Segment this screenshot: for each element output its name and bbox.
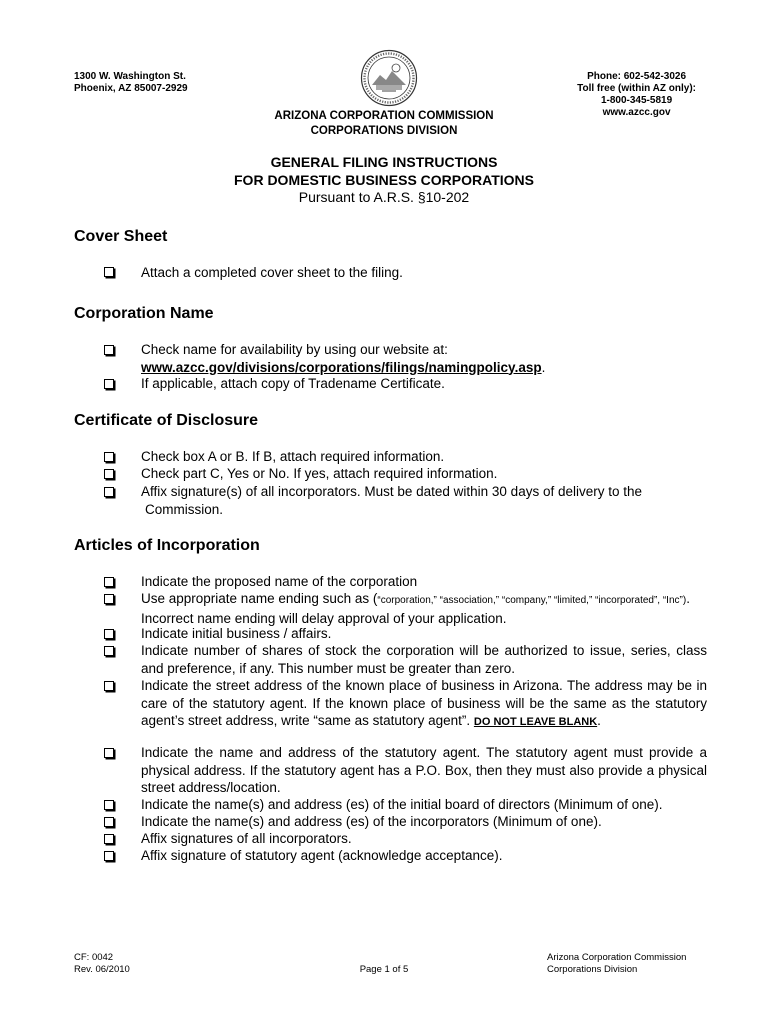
page-number: Page 1 of 5 <box>359 964 409 975</box>
footer-agency <box>547 952 686 976</box>
cover-item: Attach a completed cover sheet to the filing. <box>141 265 403 280</box>
state-seal-icon <box>360 49 418 107</box>
disclosure-item-cont: Commission. <box>145 502 224 517</box>
section-heading-cover-sheet: Cover Sheet <box>74 228 168 245</box>
disclosure-item: Check part C, Yes or No. If yes, attach required information. <box>141 466 498 481</box>
address-instruction: Indicate the street address of the known place of business in Arizona. The address may be in care of the statutory agent. If the known place of business will be the same as the statutory agent’s street address, write “same as statutory agent”. <box>141 678 707 728</box>
footer-agency-name: Arizona Corporation Commission <box>547 952 687 963</box>
articles-item-statutory-agent: Indicate the name and address of the statutory agent. The statutory agent must provide a physical address. If the statutory agent has a P.O. Box, then they must also provide a physical street address/location. <box>141 745 707 795</box>
articles-item-directors: Indicate the name(s) and address (es) of the initial board of directors (Minimum of one). <box>141 797 663 812</box>
name-item-tradename: If applicable, attach copy of Tradename Certificate. <box>141 376 445 391</box>
checkbox-icon <box>104 484 114 501</box>
pursuant-statute: Pursuant to A.R.S. §10-202 <box>298 189 470 205</box>
checkbox-icon <box>104 814 114 831</box>
address-period: . <box>597 713 601 728</box>
tollfree-label: Toll free (within AZ only): <box>577 83 696 94</box>
checkbox-icon <box>104 376 114 393</box>
address-city: Phoenix, AZ 85007-2929 <box>74 83 188 94</box>
name-ending-examples: “corporation,” “association,” “company,” “limited,” “incorporated”, “Inc”) <box>377 595 687 606</box>
checkbox-icon <box>104 591 114 608</box>
checkbox-icon <box>104 466 114 483</box>
checkbox-icon <box>104 678 114 695</box>
checkbox-icon <box>104 264 114 281</box>
disclosure-item: Affix signature(s) of all incorporators. Must be dated within 30 days of delivery to the <box>141 484 643 499</box>
section-heading-corporation-name: Corporation Name <box>74 305 214 322</box>
title-line-1: GENERAL FILING INSTRUCTIONS <box>270 154 498 170</box>
checkbox-icon <box>104 449 114 466</box>
checkbox-icon <box>104 745 114 762</box>
form-code: CF: 0042 <box>74 952 114 963</box>
name-item-period: . <box>541 359 546 375</box>
name-item-text: Check name for availability by using our website at: <box>141 342 448 357</box>
checkbox-icon <box>104 626 114 643</box>
checkbox-icon <box>104 848 114 865</box>
checkbox-icon <box>104 797 114 814</box>
articles-item-shares: Indicate number of shares of stock the corporation will be authorized to issue, series, class and preference, if any. This number must be greater than zero. <box>141 643 707 676</box>
articles-item-signatures: Affix signatures of all incorporators. <box>141 831 352 846</box>
name-ending-warning: . Incorrect name ending will delay approval of your application. <box>141 591 690 626</box>
articles-item-business: Indicate initial business / affairs. <box>141 626 332 641</box>
articles-item-address <box>141 677 707 732</box>
title-line-2: FOR DOMESTIC BUSINESS CORPORATIONS <box>234 172 534 188</box>
do-not-leave-blank: DO NOT LEAVE BLANK <box>473 716 598 728</box>
name-ending-text: Use appropriate name ending such as ( <box>141 591 378 606</box>
articles-item-agent-signature: Affix signature of statutory agent (acknowledge acceptance). <box>141 848 503 863</box>
checkbox-icon <box>104 574 114 591</box>
section-heading-articles: Articles of Incorporation <box>74 537 260 554</box>
articles-item-incorporators: Indicate the name(s) and address (es) of the incorporators (Minimum of one). <box>141 814 602 829</box>
division-name: CORPORATIONS DIVISION <box>310 125 458 137</box>
checkbox-icon <box>104 831 114 848</box>
form-revision: Rev. 06/2010 <box>74 964 130 975</box>
website-link[interactable]: www.azcc.gov <box>602 107 671 118</box>
section-heading-disclosure: Certificate of Disclosure <box>74 412 259 429</box>
page-title <box>0 153 768 189</box>
name-item-availability <box>141 341 707 376</box>
checkbox-icon <box>104 342 114 359</box>
agency-header <box>0 109 768 139</box>
address-block <box>74 71 188 95</box>
agency-name: ARIZONA CORPORATION COMMISSION <box>274 110 494 122</box>
tollfree-number: 1-800-345-5819 <box>600 95 673 106</box>
naming-policy-link[interactable]: www.azcc.gov/divisions/corporations/filings/namingpolicy.asp <box>141 359 542 375</box>
articles-item-name-ending <box>141 590 707 627</box>
checkbox-icon <box>104 643 114 660</box>
address-street: 1300 W. Washington St. <box>74 71 186 82</box>
footer-division-name: Corporations Division <box>547 964 638 975</box>
phone-number: Phone: 602-542-3026 <box>587 71 687 82</box>
articles-item-name: Indicate the proposed name of the corporation <box>141 574 418 589</box>
disclosure-item: Check box A or B. If B, attach required information. <box>141 449 445 464</box>
